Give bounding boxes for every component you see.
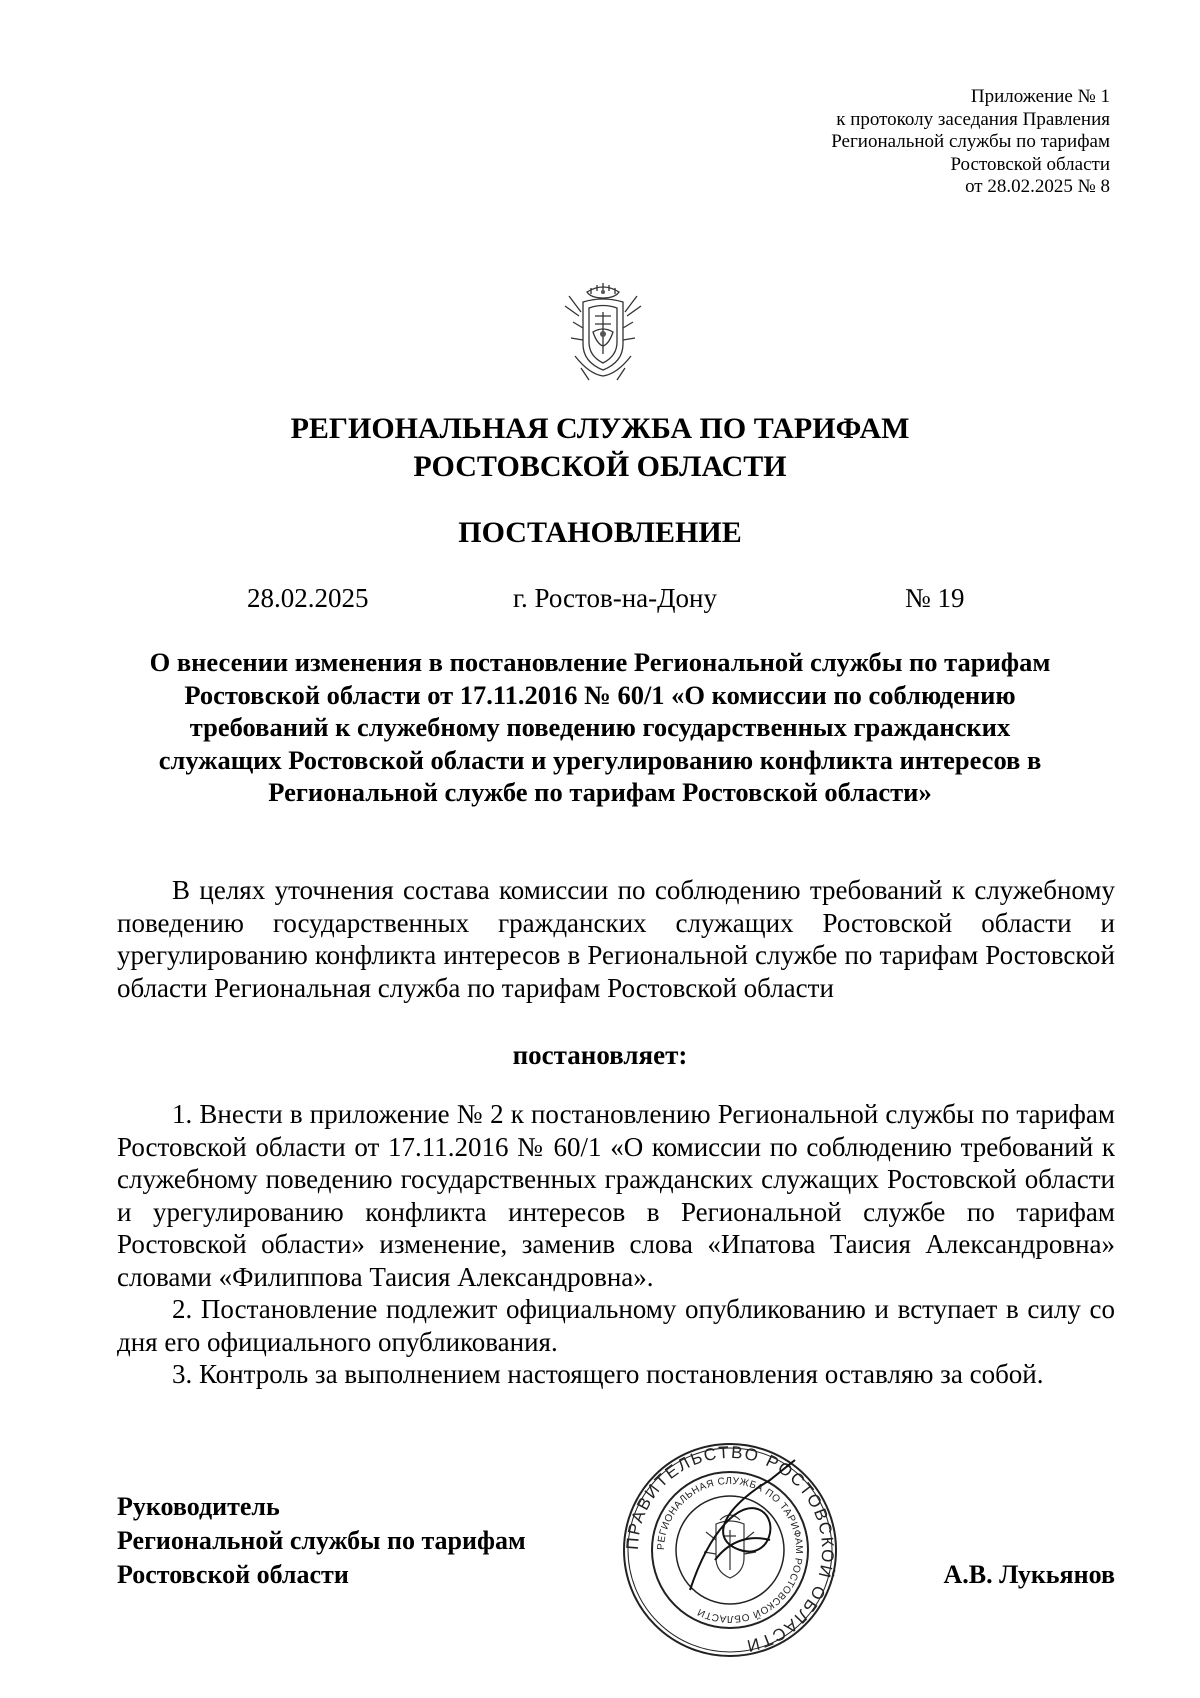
organization-name-line: РОСТОВСКОЙ ОБЛАСТИ	[413, 450, 787, 483]
document-date: 28.02.2025	[247, 583, 369, 613]
appendix-block	[831, 86, 1110, 199]
appendix-line: Ростовской области	[950, 153, 1110, 175]
signatory-position-line: Руководитель	[117, 1492, 280, 1521]
decree-items	[117, 1098, 1115, 1391]
document-title-line: О внесении изменения в постановление Региональной службы по тарифам	[149, 647, 1051, 677]
document-number: № 19	[905, 583, 965, 613]
appendix-line: к протоколу заседания Правления	[836, 108, 1110, 130]
organization-name-line: РЕГИОНАЛЬНАЯ СЛУЖБА ПО ТАРИФАМ	[290, 412, 910, 445]
appendix-line: Приложение № 1	[970, 86, 1110, 107]
stamp-outer-text: ПРАВИТЕЛЬСТВО РОСТОВСКОЙ ОБЛАСТИ	[622, 1442, 838, 1656]
decree-item: 3. Контроль за выполнением настоящего постановления оставляю за собой.	[172, 1359, 1044, 1389]
decree-word: постановляет:	[512, 1040, 688, 1070]
decree-item: 2. Постановление подлежит официальному опубликованию и вступает в силу со дня его официального опубликования.	[117, 1294, 1115, 1357]
decree-item: 1. Внести в приложение № 2 к постановлению Региональной службы по тарифам Ростовской области от 17.11.2016 № 60/1 «О комиссии по соблюдению требований к служебному поведению государственных гражданских служащих Ростовской области и урегулированию конфликта интересов в Региональной службе по тарифам Ростовской области» изменение, заменив слова «Ипатова Таисия Александровна» словами «Филиппова Таисия Александровна».	[117, 1099, 1115, 1292]
stamp-seal-icon	[620, 1440, 840, 1660]
appendix-line: от 28.02.2025 № 8	[965, 176, 1110, 197]
document-type: ПОСТАНОВЛЕНИЕ	[458, 516, 742, 549]
document-title-line: Ростовской области от 17.11.2016 № 60/1 «О комиссии по соблюдению	[184, 679, 1016, 710]
organization-name	[0, 410, 1200, 486]
signatory-position	[117, 1490, 526, 1592]
document-title-line: требований к служебному поведению государственных гражданских	[189, 712, 1011, 742]
document-title-line: служащих Ростовской области и урегулированию конфликта интересов в	[158, 744, 1042, 775]
document-title-line: Региональной службе по тарифам Ростовской области»	[268, 777, 932, 807]
signatory-name: А.В. Лукьянов	[943, 1560, 1115, 1589]
signatory-position-line: Региональной службы по тарифам	[117, 1526, 526, 1555]
document-title	[100, 646, 1100, 809]
preamble-paragraph: В целях уточнения состава комиссии по соблюдению требований к служебному поведению государственных гражданских служащих Ростовской области и урегулированию конфликта интересов в Региональной службе по тарифам Ростовской области Региональная служба по тарифам Ростовской области	[117, 875, 1115, 1003]
signatory-position-line: Ростовской области	[117, 1560, 349, 1589]
coat-of-arms-icon	[561, 282, 645, 384]
stamp-inner-text: РЕГИОНАЛЬНАЯ СЛУЖБА ПО ТАРИФАМ РОСТОВСКОЙ ОБЛАСТИ	[655, 1475, 805, 1625]
document-place: г. Ростов-на-Дону	[513, 583, 718, 613]
appendix-line: Региональной службы по тарифам	[831, 131, 1110, 152]
